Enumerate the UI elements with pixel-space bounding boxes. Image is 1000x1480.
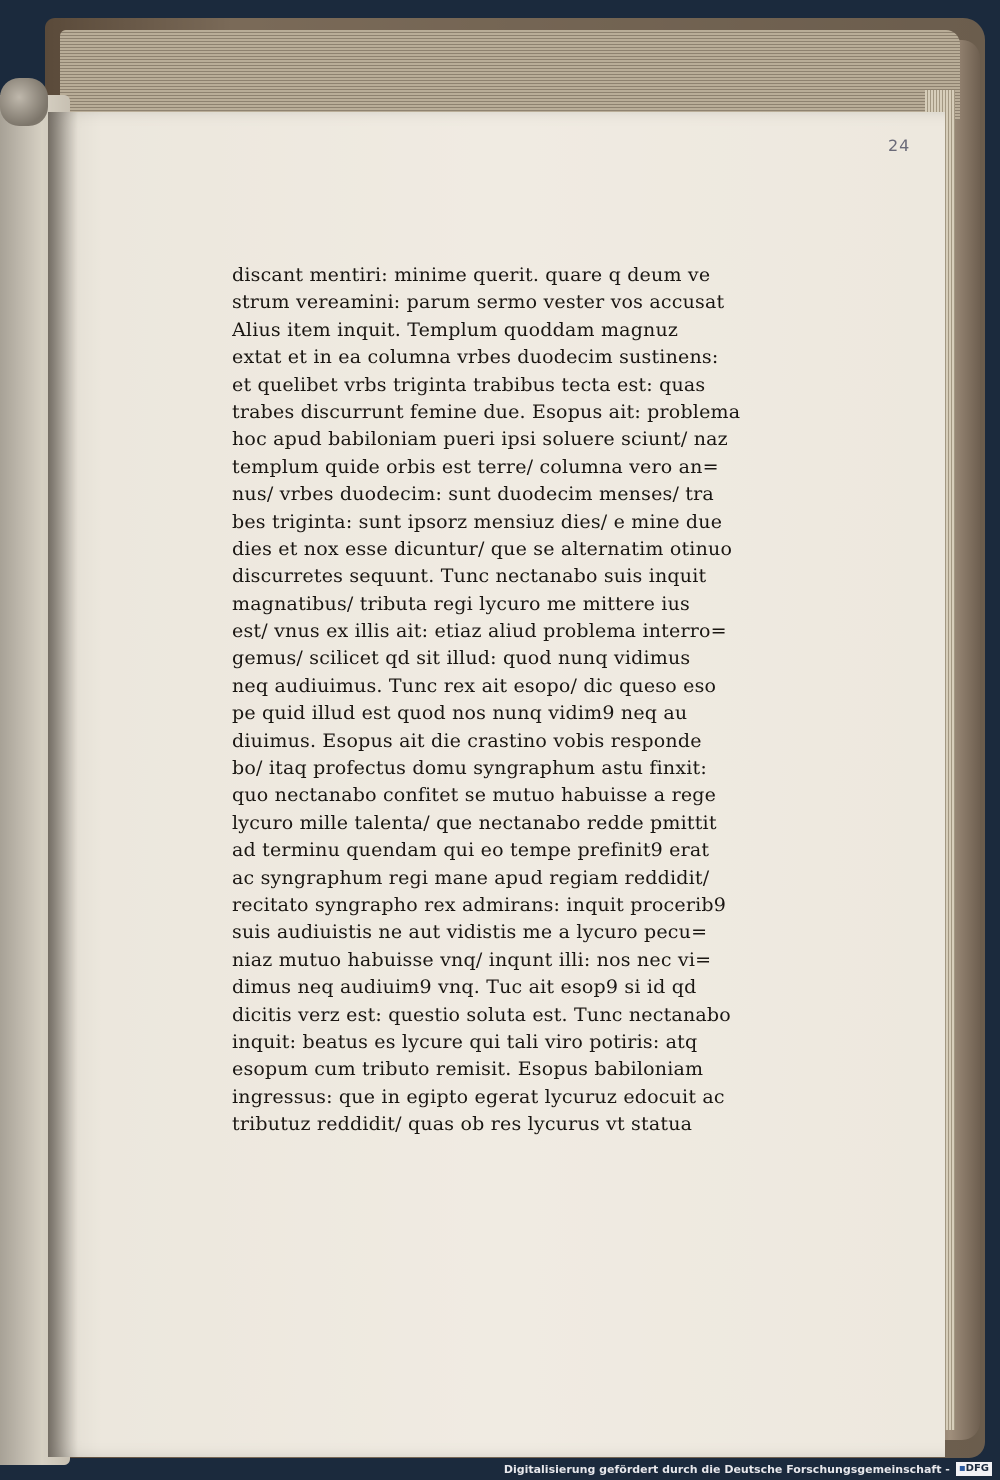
text-line: bes triginta: sunt ipsorz mensiuz dies/ e mine due — [232, 510, 723, 533]
text-line: neq audiuimus. Tunc rex ait esopo/ dic queso eso — [232, 674, 717, 697]
text-block — [232, 262, 792, 1139]
text-line: magnatibus/ tributa regi lycuro me mittere ius — [232, 592, 690, 615]
text-line: et quelibet vrbs triginta trabibus tecta est: quas — [232, 373, 706, 396]
footer-credit-text: Digitalisierung gefördert durch die Deutsche Forschungsgemeinschaft - — [503, 1462, 950, 1476]
text-line: dies et nox esse dicuntur/ que se alternatim otinuo — [232, 537, 733, 560]
text-line: recitato syngrapho rex admirans: inquit procerib9 — [232, 893, 727, 916]
text-line: inquit: beatus es lycure qui tali viro potiris: atq — [232, 1030, 698, 1053]
footer-credit-bar — [0, 1458, 1000, 1480]
text-line: lycuro mille talenta/ que nectanabo redde pmittit — [232, 811, 717, 834]
text-line: hoc apud babiloniam pueri ipsi soluere sciunt/ naz — [232, 428, 728, 451]
page-stack-edge-top — [60, 30, 960, 120]
text-line: diuimus. Esopus ait die crastino vobis responde — [232, 729, 702, 752]
text-line: discant mentiri: minime querit. quare q deum ve — [232, 264, 711, 286]
text-line: trabes discurrunt femine due. Esopus ait: problema — [232, 400, 741, 423]
text-line: ingressus: que in egipto egerat lycuruz edocuit ac — [232, 1085, 725, 1108]
text-line: dicitis verz est: questio soluta est. Tunc nectanabo — [232, 1003, 731, 1026]
text-line: nus/ vrbes duodecim: sunt duodecim menses/ tra — [232, 483, 714, 506]
text-line: esopum cum tributo remisit. Esopus babiloniam — [232, 1058, 704, 1081]
text-line: tributuz reddidit/ quas ob res lycurus vt statua — [232, 1113, 693, 1136]
text-line: pe quid illud est quod nos nunq vidim9 neq au — [232, 702, 688, 725]
clasp-icon — [0, 78, 48, 126]
text-line: est/ vnus ex illis ait: etiaz aliud problema interro= — [232, 620, 727, 643]
text-line: extat et in ea columna vrbes duodecim sustinens: — [232, 346, 719, 369]
folio-number: 24 — [888, 136, 911, 155]
text-line: gemus/ scilicet qd sit illud: quod nunq vidimus — [232, 647, 691, 670]
text-line: Alius item inquit. Templum quoddam magnuz — [232, 318, 679, 341]
dfg-logo-icon: ▪DFG — [956, 1462, 992, 1476]
text-line: dimus neq audiuim9 vnq. Tuc ait esop9 si id qd — [232, 976, 697, 999]
text-line: strum vereamini: parum sermo vester vos accusat — [232, 291, 725, 314]
text-line: suis audiuistis ne aut vidistis me a lycuro pecu= — [232, 921, 708, 944]
text-line: templum quide orbis est terre/ columna vero an= — [232, 455, 719, 478]
text-line: bo/ itaq profectus domu syngraphum astu finxit: — [232, 757, 707, 780]
text-line: ad terminu quendam qui eo tempe prefinit9 erat — [232, 839, 710, 862]
text-line: quo nectanabo confitet se mutuo habuisse a rege — [232, 784, 717, 807]
text-line: ac syngraphum regi mane apud regiam reddidit/ — [232, 866, 710, 889]
gutter-shadow — [48, 112, 78, 1457]
text-line: niaz mutuo habuisse vnq/ inqunt illi: nos nec vi= — [232, 948, 712, 971]
text-line: discurretes sequunt. Tunc nectanabo suis inquit — [232, 565, 707, 588]
